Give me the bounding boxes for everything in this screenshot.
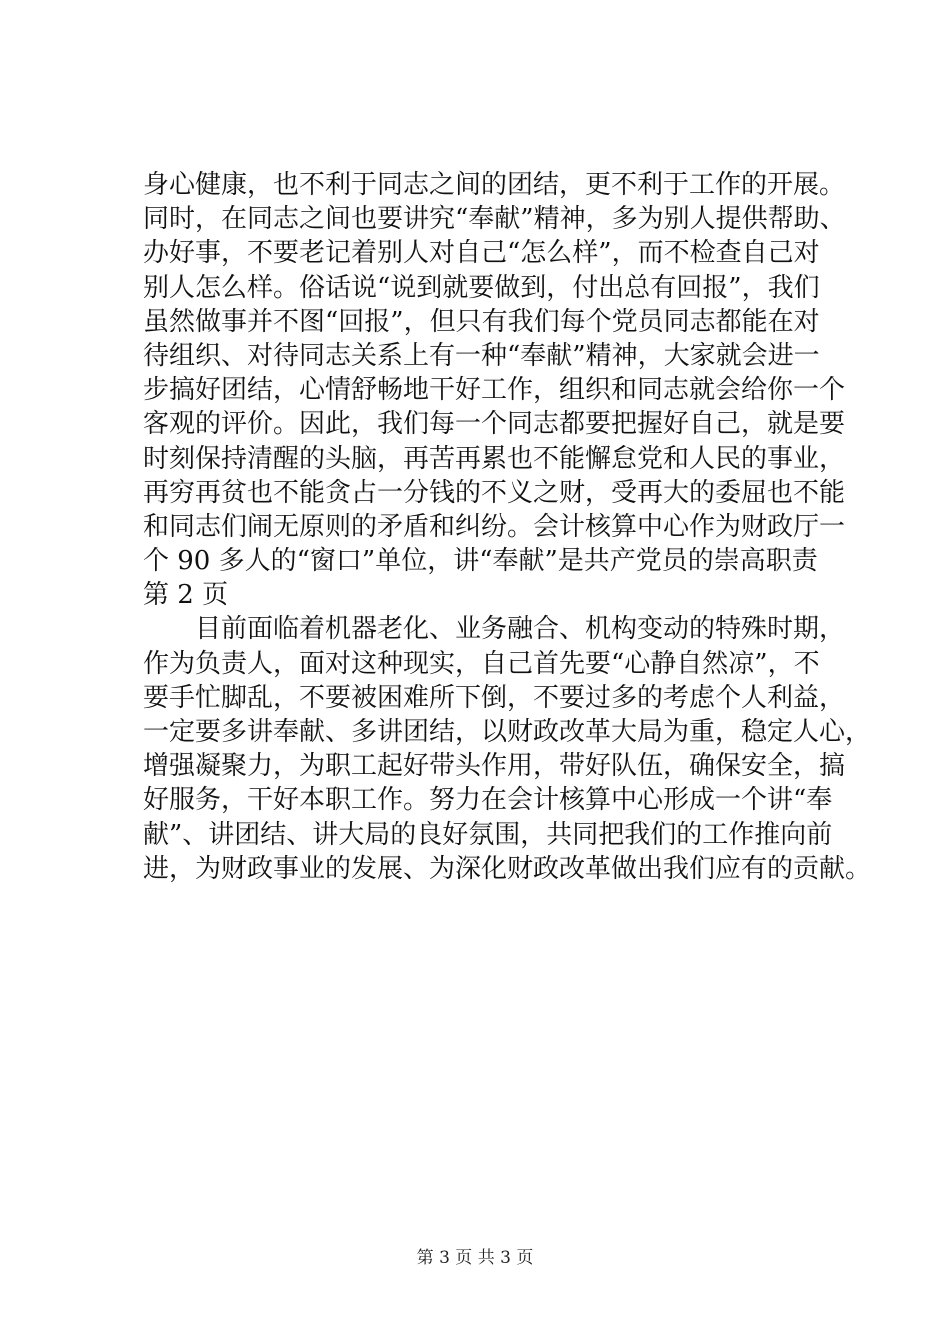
text-line: 要手忙脚乱，不要被困难所下倒，不要过多的考虑个人利益，	[143, 682, 846, 713]
page-indicator: 第 3 页 共 3 页	[416, 1248, 534, 1268]
text-line: 身心健康，也不利于同志之间的团结，更不利于工作的开展。	[143, 170, 846, 200]
text-line: 办好事，不要老记着别人对自己“怎么样”，而不检查自己对	[143, 238, 820, 269]
text-line: 虽然做事并不图“回报”，但只有我们每个党员同志都能在对	[143, 306, 820, 337]
page-marker: 第 2 页	[143, 580, 229, 611]
text-line: 好服务，干好本职工作。努力在会计核算中心形成一个讲“奉	[143, 785, 833, 816]
page-footer	[0, 1243, 950, 1268]
text-line: 同时，在同志之间也要讲究“奉献”精神，多为别人提供帮助、	[143, 204, 846, 235]
text-line: 增强凝聚力，为职工起好带头作用，带好队伍，确保安全，搞	[143, 751, 846, 782]
text-line: 和同志们闹无原则的矛盾和纠纷。会计核算中心作为财政厅一	[143, 511, 846, 542]
text-line: 进，为财政事业的发展、为深化财政改革做出我们应有的贡献。	[143, 853, 872, 884]
text-line: 客观的评价。因此，我们每一个同志都要把握好自己，就是要	[143, 409, 846, 440]
text-line: 献”、讲团结、讲大局的良好氛围，共同把我们的工作推向前	[143, 819, 833, 850]
text-line: 时刻保持清醒的头脑，再苦再累也不能懈怠党和人民的事业，	[143, 443, 846, 474]
text-line: 一定要多讲奉献、多讲团结，以财政改革大局为重，稳定人心，	[143, 717, 872, 747]
text-line: 别人怎么样。俗话说“说到就要做到，付出总有回报”，我们	[143, 272, 820, 303]
text-line: 作为负责人，面对这种现实，自己首先要“心静自然凉”，不	[143, 648, 820, 679]
text-line: 待组织、对待同志关系上有一种“奉献”精神，大家就会进一	[143, 340, 820, 371]
paragraph-start-line: 目前面临着机器老化、业务融合、机构变动的特殊时期，	[195, 614, 846, 645]
text-line: 再穷再贫也不能贪占一分钱的不义之财，受再大的委屈也不能	[143, 477, 846, 508]
document-body	[143, 168, 872, 886]
text-line: 步搞好团结，心情舒畅地干好工作，组织和同志就会给你一个	[143, 375, 846, 406]
text-line: 个 90 多人的“窗口”单位，讲“奉献”是共产党员的崇高职责	[143, 546, 818, 577]
